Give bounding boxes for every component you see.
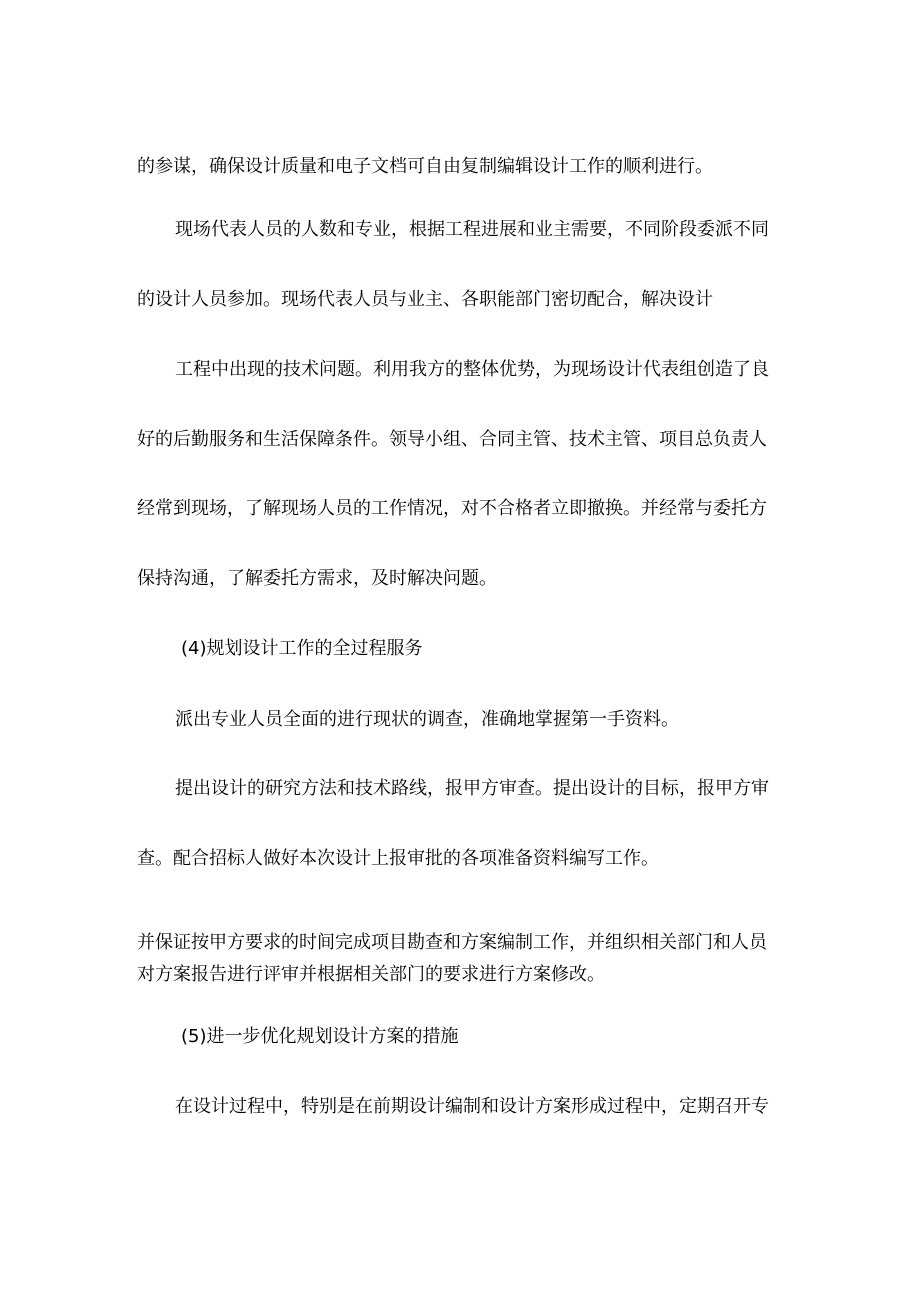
text-line-4: 工程中出现的技术问题。利用我方的整体优势，为现场设计代表组创造了良 <box>175 359 769 380</box>
text-line-9: 派出专业人员全面的进行现状的调查，准确地掌握第一手资料。 <box>175 709 679 730</box>
section-heading-4: (4)规划设计工作的全过程服务 <box>181 638 423 659</box>
section-heading-5: (5)进一步优化规划设计方案的措施 <box>181 1026 459 1047</box>
text-line-15: 在设计过程中，特别是在前期设计编制和设计方案形成过程中，定期召开专 <box>175 1096 769 1117</box>
text-line-2: 现场代表人员的人数和专业，根据工程进展和业主需要，不同阶段委派不同 <box>175 219 769 240</box>
text-line-7: 保持沟通，了解委托方需求，及时解决问题。 <box>137 568 497 589</box>
text-line-11: 查。配合招标人做好本次设计上报审批的各项准备资料编写工作。 <box>137 848 659 869</box>
text-line-6: 经常到现场，了解现场人员的工作情况，对不合格者立即撤换。并经常与委托方 <box>137 498 767 519</box>
text-line-3: 的设计人员参加。现场代表人员与业主、各职能部门密切配合，解决设计 <box>137 289 713 310</box>
text-line-1: 的参谋，确保设计质量和电子文档可自由复制编辑设计工作的顺利进行。 <box>137 156 713 177</box>
text-line-10: 提出设计的研究方法和技术路线，报甲方审查。提出设计的目标，报甲方审 <box>175 778 769 799</box>
text-line-13: 对方案报告进行评审并根据相关部门的要求进行方案修改。 <box>137 964 605 985</box>
text-line-5: 好的后勤服务和生活保障条件。领导小组、合同主管、技术主管、项目总负责人 <box>137 429 767 450</box>
text-line-12: 并保证按甲方要求的时间完成项目勘查和方案编制工作，并组织相关部门和人员 <box>137 932 767 953</box>
